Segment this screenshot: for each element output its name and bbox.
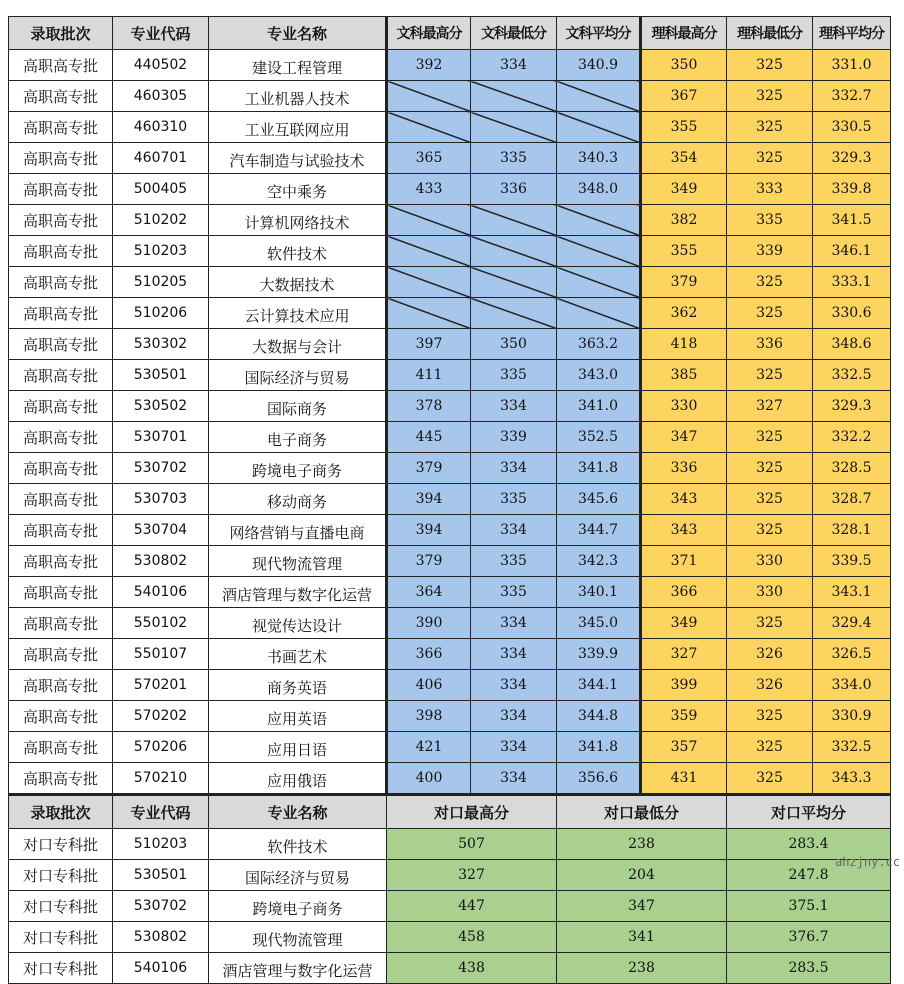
cell-wen-score: 411 <box>387 360 471 391</box>
cell-duikou-min: 238 <box>557 829 727 860</box>
table-row <box>9 81 891 112</box>
cell-batch: 高职高专批 <box>9 577 113 608</box>
cell-code: 530802 <box>113 546 209 577</box>
header-li-max: 理科最高分 <box>641 17 727 50</box>
cell-name: 应用英语 <box>209 701 387 732</box>
cell-wen-score: 363.2 <box>557 329 641 360</box>
table-row <box>9 670 891 701</box>
cell-wen-score: 334 <box>471 763 557 795</box>
cell-wen-score: 394 <box>387 515 471 546</box>
cell-li-score: 325 <box>727 763 813 795</box>
cell-wen-score: 334 <box>471 670 557 701</box>
cell-name: 空中乘务 <box>209 174 387 205</box>
cell-wen-score: 345.0 <box>557 608 641 639</box>
cell-li-score: 332.7 <box>813 81 891 112</box>
cell-wen-score: 334 <box>471 701 557 732</box>
cell-wen-score: 366 <box>387 639 471 670</box>
cell-wen-score: 334 <box>471 515 557 546</box>
cell-name: 移动商务 <box>209 484 387 515</box>
cell-code: 510206 <box>113 298 209 329</box>
cell-name: 商务英语 <box>209 670 387 701</box>
cell-li-score: 325 <box>727 360 813 391</box>
cell-wen-score: 379 <box>387 546 471 577</box>
cell-code: 510205 <box>113 267 209 298</box>
cell-wen-score: 397 <box>387 329 471 360</box>
cell-code: 530302 <box>113 329 209 360</box>
table-row <box>9 577 891 608</box>
cell-code: 530704 <box>113 515 209 546</box>
cell-li-score: 325 <box>727 298 813 329</box>
watermark: ahzjny.cc <box>834 855 900 869</box>
cell-wen-score: 334 <box>471 50 557 81</box>
cell-li-score: 325 <box>727 732 813 763</box>
cell-li-score: 325 <box>727 81 813 112</box>
cell-wen-score: 336 <box>471 174 557 205</box>
cell-duikou-avg: 375.1 <box>727 891 891 922</box>
cell-wen-empty <box>387 81 471 112</box>
cell-batch: 对口专科批 <box>9 860 113 891</box>
cell-code: 460701 <box>113 143 209 174</box>
cell-li-score: 348.6 <box>813 329 891 360</box>
cell-wen-score: 352.5 <box>557 422 641 453</box>
cell-batch: 高职高专批 <box>9 174 113 205</box>
cell-li-score: 325 <box>727 608 813 639</box>
cell-name: 国际商务 <box>209 391 387 422</box>
cell-code: 570206 <box>113 732 209 763</box>
cell-li-score: 367 <box>641 81 727 112</box>
cell-name: 建设工程管理 <box>209 50 387 81</box>
cell-name: 现代物流管理 <box>209 922 387 953</box>
cell-li-score: 336 <box>727 329 813 360</box>
cell-li-score: 329.3 <box>813 143 891 174</box>
cell-li-score: 325 <box>727 701 813 732</box>
cell-li-score: 335 <box>727 205 813 236</box>
cell-code: 510203 <box>113 829 209 860</box>
cell-li-score: 332.2 <box>813 422 891 453</box>
table-row <box>9 453 891 484</box>
cell-batch: 高职高专批 <box>9 639 113 670</box>
cell-duikou-max: 507 <box>387 829 557 860</box>
cell-li-score: 355 <box>641 236 727 267</box>
cell-batch: 高职高专批 <box>9 236 113 267</box>
cell-code: 530502 <box>113 391 209 422</box>
cell-li-score: 326.5 <box>813 639 891 670</box>
cell-wen-score: 341.0 <box>557 391 641 422</box>
cell-li-score: 325 <box>727 515 813 546</box>
cell-code: 540106 <box>113 953 209 984</box>
cell-code: 510202 <box>113 205 209 236</box>
cell-wen-empty <box>387 236 471 267</box>
table-row <box>9 422 891 453</box>
cell-li-score: 331.0 <box>813 50 891 81</box>
table-row <box>9 829 891 860</box>
cell-wen-score: 344.7 <box>557 515 641 546</box>
cell-li-score: 347 <box>641 422 727 453</box>
cell-duikou-min: 341 <box>557 922 727 953</box>
cell-batch: 高职高专批 <box>9 112 113 143</box>
cell-code: 530703 <box>113 484 209 515</box>
cell-name: 国际经济与贸易 <box>209 360 387 391</box>
cell-code: 460310 <box>113 112 209 143</box>
table-row <box>9 205 891 236</box>
cell-name: 书画艺术 <box>209 639 387 670</box>
cell-batch: 对口专科批 <box>9 922 113 953</box>
table-row <box>9 639 891 670</box>
cell-li-score: 418 <box>641 329 727 360</box>
cell-li-score: 330.5 <box>813 112 891 143</box>
cell-name: 酒店管理与数字化运营 <box>209 577 387 608</box>
cell-wen-score: 433 <box>387 174 471 205</box>
cell-wen-empty <box>557 112 641 143</box>
table-row <box>9 329 891 360</box>
cell-wen-score: 394 <box>387 484 471 515</box>
cell-duikou-avg: 283.4 <box>727 829 891 860</box>
cell-wen-score: 400 <box>387 763 471 795</box>
table-row <box>9 891 891 922</box>
cell-wen-score: 348.0 <box>557 174 641 205</box>
cell-batch: 高职高专批 <box>9 50 113 81</box>
cell-duikou-min: 204 <box>557 860 727 891</box>
cell-wen-score: 350 <box>471 329 557 360</box>
duikou-header-max: 对口最高分 <box>387 795 557 829</box>
cell-li-score: 343 <box>641 515 727 546</box>
cell-code: 550102 <box>113 608 209 639</box>
cell-li-score: 362 <box>641 298 727 329</box>
cell-li-score: 325 <box>727 50 813 81</box>
cell-code: 530501 <box>113 360 209 391</box>
cell-batch: 高职高专批 <box>9 515 113 546</box>
cell-wen-score: 334 <box>471 608 557 639</box>
cell-batch: 高职高专批 <box>9 360 113 391</box>
cell-li-score: 343.3 <box>813 763 891 795</box>
cell-wen-score: 335 <box>471 546 557 577</box>
cell-batch: 高职高专批 <box>9 732 113 763</box>
cell-wen-score: 335 <box>471 360 557 391</box>
cell-code: 460305 <box>113 81 209 112</box>
cell-wen-score: 340.9 <box>557 50 641 81</box>
cell-wen-score: 335 <box>471 143 557 174</box>
cell-batch: 对口专科批 <box>9 891 113 922</box>
cell-li-score: 325 <box>727 267 813 298</box>
cell-wen-score: 379 <box>387 453 471 484</box>
cell-duikou-avg: 283.5 <box>727 953 891 984</box>
duikou-body <box>9 795 891 984</box>
cell-li-score: 325 <box>727 112 813 143</box>
cell-batch: 高职高专批 <box>9 329 113 360</box>
cell-wen-score: 390 <box>387 608 471 639</box>
main-header <box>9 17 891 50</box>
header-name: 专业名称 <box>209 17 387 50</box>
cell-name: 现代物流管理 <box>209 546 387 577</box>
cell-code: 570201 <box>113 670 209 701</box>
cell-batch: 高职高专批 <box>9 484 113 515</box>
cell-li-score: 328.1 <box>813 515 891 546</box>
cell-wen-score: 445 <box>387 422 471 453</box>
cell-name: 国际经济与贸易 <box>209 860 387 891</box>
cell-li-score: 328.5 <box>813 453 891 484</box>
cell-li-score: 327 <box>641 639 727 670</box>
table-row <box>9 50 891 81</box>
cell-li-score: 336 <box>641 453 727 484</box>
table-row <box>9 763 891 795</box>
cell-name: 应用俄语 <box>209 763 387 795</box>
cell-batch: 高职高专批 <box>9 391 113 422</box>
table-row <box>9 236 891 267</box>
cell-wen-score: 334 <box>471 391 557 422</box>
cell-li-score: 349 <box>641 174 727 205</box>
table-row <box>9 608 891 639</box>
cell-name: 大数据与会计 <box>209 329 387 360</box>
cell-li-score: 327 <box>727 391 813 422</box>
duikou-header-name: 专业名称 <box>209 795 387 829</box>
cell-wen-score: 398 <box>387 701 471 732</box>
cell-li-score: 326 <box>727 670 813 701</box>
cell-wen-score: 344.1 <box>557 670 641 701</box>
cell-name: 网络营销与直播电商 <box>209 515 387 546</box>
cell-code: 530702 <box>113 453 209 484</box>
cell-wen-empty <box>471 81 557 112</box>
cell-wen-empty <box>471 267 557 298</box>
cell-wen-score: 341.8 <box>557 453 641 484</box>
cell-li-score: 399 <box>641 670 727 701</box>
header-batch: 录取批次 <box>9 17 113 50</box>
cell-name: 计算机网络技术 <box>209 205 387 236</box>
cell-wen-score: 343.0 <box>557 360 641 391</box>
cell-code: 570210 <box>113 763 209 795</box>
cell-li-score: 382 <box>641 205 727 236</box>
cell-name: 大数据技术 <box>209 267 387 298</box>
table-row <box>9 860 891 891</box>
cell-wen-empty <box>557 236 641 267</box>
cell-wen-score: 335 <box>471 484 557 515</box>
cell-wen-score: 335 <box>471 577 557 608</box>
cell-li-score: 330 <box>727 546 813 577</box>
cell-wen-score: 364 <box>387 577 471 608</box>
cell-code: 440502 <box>113 50 209 81</box>
table-row <box>9 546 891 577</box>
cell-batch: 高职高专批 <box>9 422 113 453</box>
cell-li-score: 330.9 <box>813 701 891 732</box>
cell-li-score: 366 <box>641 577 727 608</box>
table-row <box>9 298 891 329</box>
table-row <box>9 112 891 143</box>
cell-code: 570202 <box>113 701 209 732</box>
cell-wen-score: 392 <box>387 50 471 81</box>
cell-wen-score: 365 <box>387 143 471 174</box>
cell-li-score: 371 <box>641 546 727 577</box>
cell-code: 530802 <box>113 922 209 953</box>
cell-li-score: 379 <box>641 267 727 298</box>
cell-li-score: 359 <box>641 701 727 732</box>
cell-duikou-max: 447 <box>387 891 557 922</box>
cell-li-score: 354 <box>641 143 727 174</box>
cell-li-score: 341.5 <box>813 205 891 236</box>
cell-wen-score: 334 <box>471 732 557 763</box>
cell-duikou-min: 238 <box>557 953 727 984</box>
duikou-header-row <box>9 795 891 829</box>
cell-wen-empty <box>387 298 471 329</box>
cell-wen-score: 356.6 <box>557 763 641 795</box>
cell-wen-empty <box>387 112 471 143</box>
cell-wen-empty <box>557 205 641 236</box>
cell-duikou-max: 438 <box>387 953 557 984</box>
table-row <box>9 360 891 391</box>
cell-batch: 高职高专批 <box>9 608 113 639</box>
cell-batch: 高职高专批 <box>9 763 113 795</box>
table-row <box>9 143 891 174</box>
header-code: 专业代码 <box>113 17 209 50</box>
cell-li-score: 357 <box>641 732 727 763</box>
cell-batch: 高职高专批 <box>9 298 113 329</box>
cell-li-score: 325 <box>727 422 813 453</box>
cell-name: 软件技术 <box>209 829 387 860</box>
header-li-avg: 理科平均分 <box>813 17 891 50</box>
table-row <box>9 267 891 298</box>
cell-name: 跨境电子商务 <box>209 891 387 922</box>
main-body <box>9 50 891 795</box>
cell-duikou-max: 458 <box>387 922 557 953</box>
cell-code: 540106 <box>113 577 209 608</box>
cell-li-score: 330.6 <box>813 298 891 329</box>
cell-code: 530702 <box>113 891 209 922</box>
cell-wen-empty <box>471 236 557 267</box>
duikou-header-avg: 对口平均分 <box>727 795 891 829</box>
cell-code: 530501 <box>113 860 209 891</box>
cell-li-score: 385 <box>641 360 727 391</box>
cell-li-score: 326 <box>727 639 813 670</box>
cell-wen-score: 378 <box>387 391 471 422</box>
table-row <box>9 732 891 763</box>
cell-code: 550107 <box>113 639 209 670</box>
cell-name: 汽车制造与试验技术 <box>209 143 387 174</box>
cell-wen-score: 342.3 <box>557 546 641 577</box>
cell-wen-empty <box>471 112 557 143</box>
cell-li-score: 332.5 <box>813 360 891 391</box>
cell-code: 500405 <box>113 174 209 205</box>
cell-li-score: 328.7 <box>813 484 891 515</box>
cell-name: 工业互联网应用 <box>209 112 387 143</box>
cell-name: 酒店管理与数字化运营 <box>209 953 387 984</box>
cell-name: 跨境电子商务 <box>209 453 387 484</box>
duikou-header-min: 对口最低分 <box>557 795 727 829</box>
cell-li-score: 333.1 <box>813 267 891 298</box>
cell-li-score: 355 <box>641 112 727 143</box>
cell-batch: 高职高专批 <box>9 205 113 236</box>
cell-wen-score: 334 <box>471 639 557 670</box>
header-wen-max: 文科最高分 <box>387 17 471 50</box>
cell-li-score: 329.3 <box>813 391 891 422</box>
admission-score-sheet <box>8 16 890 984</box>
cell-li-score: 325 <box>727 453 813 484</box>
table-row <box>9 953 891 984</box>
cell-li-score: 334.0 <box>813 670 891 701</box>
cell-li-score: 339.5 <box>813 546 891 577</box>
cell-li-score: 332.5 <box>813 732 891 763</box>
cell-batch: 高职高专批 <box>9 670 113 701</box>
cell-wen-empty <box>387 267 471 298</box>
cell-duikou-max: 327 <box>387 860 557 891</box>
cell-batch: 高职高专批 <box>9 143 113 174</box>
cell-li-score: 325 <box>727 143 813 174</box>
cell-li-score: 330 <box>727 577 813 608</box>
cell-name: 工业机器人技术 <box>209 81 387 112</box>
header-li-min: 理科最低分 <box>727 17 813 50</box>
cell-batch: 高职高专批 <box>9 546 113 577</box>
cell-li-score: 339 <box>727 236 813 267</box>
cell-batch: 对口专科批 <box>9 829 113 860</box>
cell-wen-score: 339 <box>471 422 557 453</box>
cell-wen-empty <box>471 298 557 329</box>
cell-wen-score: 421 <box>387 732 471 763</box>
cell-code: 530701 <box>113 422 209 453</box>
cell-wen-empty <box>471 205 557 236</box>
cell-li-score: 339.8 <box>813 174 891 205</box>
table-row <box>9 701 891 732</box>
cell-wen-empty <box>557 267 641 298</box>
table-row <box>9 174 891 205</box>
header-wen-avg: 文科平均分 <box>557 17 641 50</box>
cell-batch: 对口专科批 <box>9 953 113 984</box>
cell-li-score: 343 <box>641 484 727 515</box>
cell-wen-score: 340.3 <box>557 143 641 174</box>
table-row <box>9 515 891 546</box>
cell-wen-empty <box>557 298 641 329</box>
cell-wen-score: 406 <box>387 670 471 701</box>
cell-wen-score: 334 <box>471 453 557 484</box>
cell-wen-empty <box>387 205 471 236</box>
cell-wen-score: 341.8 <box>557 732 641 763</box>
cell-wen-empty <box>557 81 641 112</box>
cell-wen-score: 345.6 <box>557 484 641 515</box>
cell-li-score: 325 <box>727 484 813 515</box>
cell-li-score: 349 <box>641 608 727 639</box>
cell-wen-score: 339.9 <box>557 639 641 670</box>
cell-name: 电子商务 <box>209 422 387 453</box>
cell-li-score: 350 <box>641 50 727 81</box>
cell-duikou-min: 347 <box>557 891 727 922</box>
cell-batch: 高职高专批 <box>9 453 113 484</box>
cell-name: 软件技术 <box>209 236 387 267</box>
cell-code: 510203 <box>113 236 209 267</box>
cell-duikou-avg: 247.8 <box>727 860 891 891</box>
cell-li-score: 343.1 <box>813 577 891 608</box>
cell-li-score: 431 <box>641 763 727 795</box>
table-row <box>9 391 891 422</box>
cell-wen-score: 340.1 <box>557 577 641 608</box>
cell-wen-score: 344.8 <box>557 701 641 732</box>
cell-duikou-avg: 376.7 <box>727 922 891 953</box>
cell-batch: 高职高专批 <box>9 267 113 298</box>
duikou-header-code: 专业代码 <box>113 795 209 829</box>
table-row <box>9 922 891 953</box>
cell-name: 云计算技术应用 <box>209 298 387 329</box>
cell-batch: 高职高专批 <box>9 81 113 112</box>
cell-batch: 高职高专批 <box>9 701 113 732</box>
cell-name: 应用日语 <box>209 732 387 763</box>
duikou-header-batch: 录取批次 <box>9 795 113 829</box>
table-row <box>9 484 891 515</box>
score-table <box>8 16 891 984</box>
cell-name: 视觉传达设计 <box>209 608 387 639</box>
header-wen-min: 文科最低分 <box>471 17 557 50</box>
cell-li-score: 329.4 <box>813 608 891 639</box>
cell-li-score: 330 <box>641 391 727 422</box>
cell-li-score: 346.1 <box>813 236 891 267</box>
cell-li-score: 333 <box>727 174 813 205</box>
